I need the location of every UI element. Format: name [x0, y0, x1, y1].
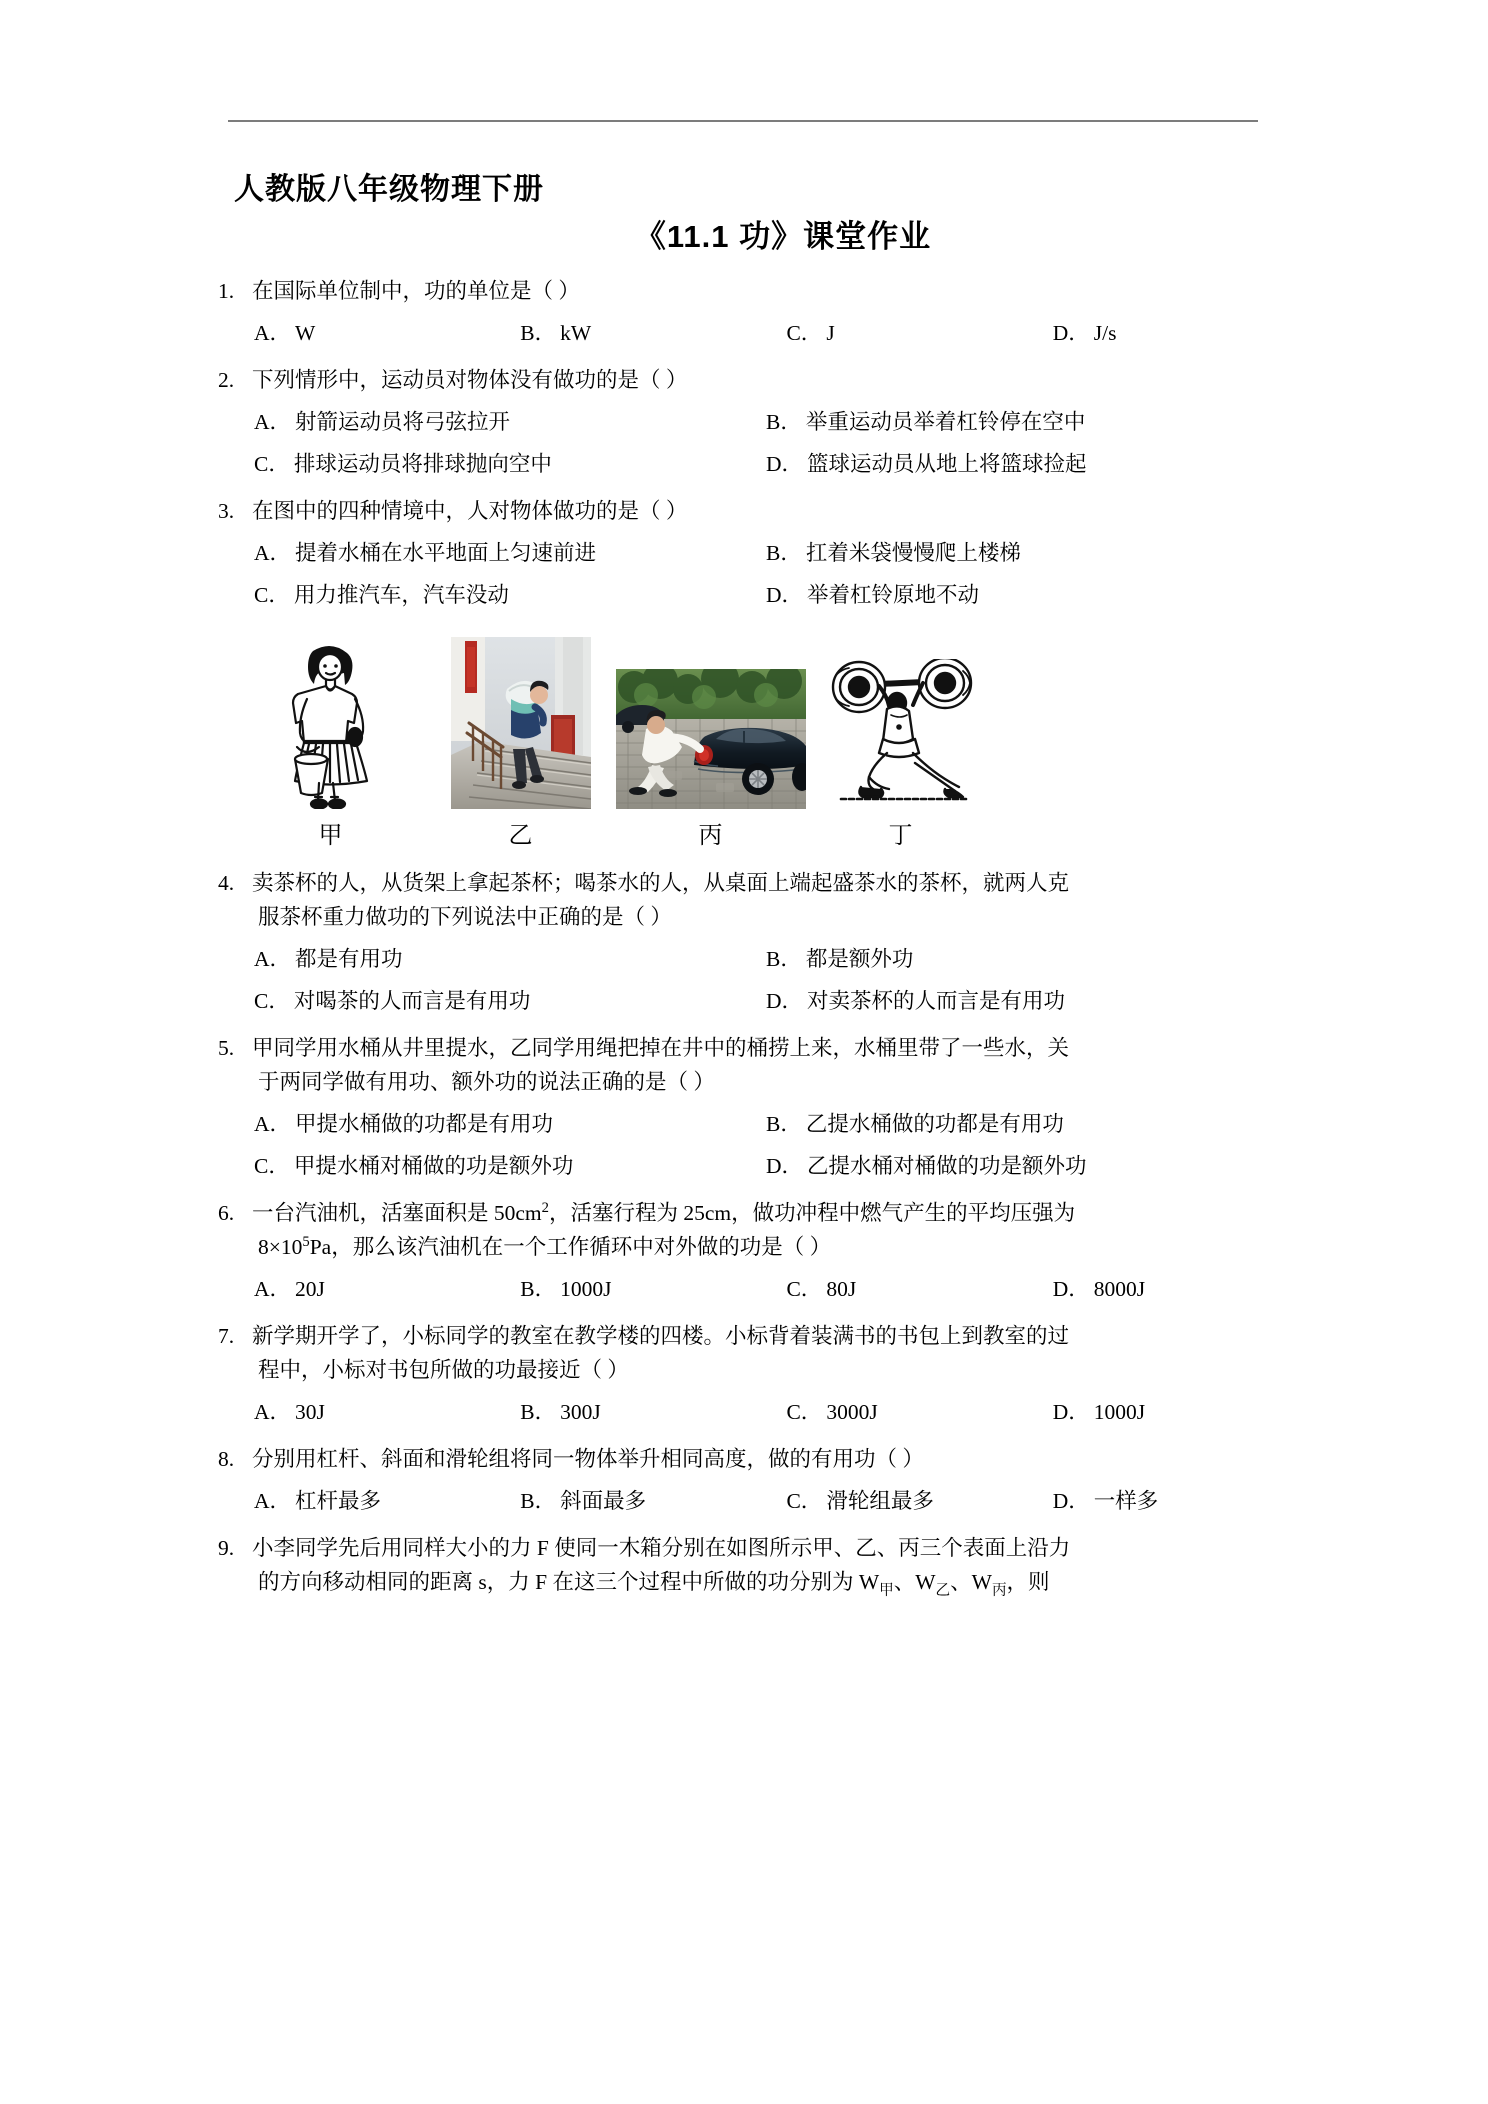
- question-9-line2-c: 、W: [950, 1570, 992, 1594]
- question-7-stem: [218, 1319, 1278, 1387]
- option-5-B[interactable]: B． 乙提水桶做的功都是有用功: [766, 1112, 1064, 1136]
- question-9-line2-d: ，则: [1006, 1570, 1050, 1594]
- option-3-A[interactable]: A． 提着水桶在水平地面上匀速前进: [254, 541, 597, 565]
- option-3-D[interactable]: D． 举着杠铃原地不动: [766, 583, 980, 607]
- question-8-number: 8.: [218, 1447, 235, 1471]
- option-row: [254, 448, 1278, 481]
- question-7-options: [254, 1396, 1278, 1429]
- question-4-options: [254, 943, 1278, 1018]
- question-7: [218, 1319, 1278, 1429]
- question-4-text: [252, 866, 1278, 934]
- option-2-B[interactable]: B． 举重运动员举着杠铃停在空中: [766, 410, 1086, 434]
- question-7-line2: 程中，小标对书包所做的功最接近（ ）: [258, 1358, 629, 1382]
- option-6-D[interactable]: D． 8000J: [1052, 1277, 1146, 1301]
- question-9-stem: [218, 1531, 1278, 1599]
- question-4: [218, 866, 1278, 1018]
- figure-yi-image: [451, 634, 591, 809]
- question-6-text: [252, 1196, 1278, 1264]
- question-6-line1-b: ，活塞行程为 25cm，做功冲程中燃气产生的平均压强为: [548, 1201, 1076, 1225]
- option-3-B[interactable]: B． 扛着米袋慢慢爬上楼梯: [766, 541, 1021, 565]
- question-7-text: [252, 1319, 1278, 1387]
- figure-ding-image: [819, 634, 984, 809]
- question-8-text: 分别用杠杆、斜面和滑轮组将同一物体举升相同高度，做的有用功（ ）: [252, 1447, 924, 1471]
- question-1-number: 1.: [218, 279, 235, 303]
- option-row: [254, 1396, 1278, 1429]
- page-title-sub: 《11.1 功》课堂作业: [634, 219, 932, 254]
- question-2-number: 2.: [218, 368, 235, 392]
- stairs-photo: [451, 637, 591, 809]
- question-1-options: [254, 317, 1278, 350]
- option-row: [254, 1485, 1278, 1518]
- option-8-C[interactable]: C． 滑轮组最多: [786, 1489, 934, 1513]
- question-2: [218, 363, 1278, 481]
- option-row: [254, 579, 1278, 612]
- question-5-options: [254, 1108, 1278, 1183]
- question-8: [218, 1442, 1278, 1518]
- option-8-B[interactable]: B． 斜面最多: [520, 1489, 647, 1513]
- question-9-line2-b: 、W: [893, 1570, 936, 1594]
- option-row: [254, 406, 1278, 439]
- option-7-A[interactable]: A． 30J: [254, 1400, 325, 1424]
- question-7-line1: 新学期开学了，小标同学的教室在教学楼的四楼。小标背着装满书的书包上到教室的过: [252, 1324, 1070, 1348]
- question-6-line2-a: 8×10: [258, 1235, 303, 1259]
- option-row: [254, 943, 1278, 976]
- option-2-A[interactable]: A． 射箭运动员将弓弦拉开: [254, 410, 511, 434]
- question-5-stem: [218, 1031, 1278, 1099]
- question-6: [218, 1196, 1278, 1306]
- question-1: [218, 274, 1278, 350]
- option-1-A[interactable]: A． W: [254, 321, 316, 345]
- question-4-number: 4.: [218, 871, 235, 895]
- question-6-number: 6.: [218, 1201, 235, 1225]
- option-7-C[interactable]: C． 3000J: [786, 1400, 878, 1424]
- question-6-line1-a: 一台汽油机，活塞面积是 50cm: [252, 1201, 542, 1225]
- option-4-C[interactable]: C． 对喝茶的人而言是有用功: [254, 989, 531, 1013]
- figure-bing: [616, 634, 806, 853]
- question-7-number: 7.: [218, 1324, 235, 1348]
- option-4-A[interactable]: A． 都是有用功: [254, 947, 403, 971]
- option-5-A[interactable]: A． 甲提水桶做的功都是有用功: [254, 1112, 554, 1136]
- option-2-C[interactable]: C． 排球运动员将排球抛向空中: [254, 452, 552, 476]
- question-6-sup-area: 2: [541, 1199, 549, 1216]
- question-3-number: 3.: [218, 499, 235, 523]
- page-title-main: 人教版八年级物理下册: [234, 173, 544, 206]
- question-9-sub-bing: 丙: [991, 1582, 1007, 1599]
- option-8-D[interactable]: D． 一样多: [1052, 1489, 1159, 1513]
- question-4-line1: 卖茶杯的人，从货架上拿起茶杯；喝茶水的人，从桌面上端起盛茶水的茶杯，就两人克: [252, 871, 1070, 895]
- question-2-text: 下列情形中，运动员对物体没有做功的是（ ）: [252, 368, 688, 392]
- option-4-B[interactable]: B． 都是额外功: [766, 947, 914, 971]
- question-9-line2-a: 的方向移动相同的距离 s，力 F 在这三个过程中所做的功分别为 W: [258, 1570, 880, 1594]
- figure-yi: [426, 634, 616, 853]
- question-5-line1: 甲同学用水桶从井里提水，乙同学用绳把掉在井中的桶捞上来，水桶里带了一些水，关: [252, 1036, 1070, 1060]
- question-9-line2: [258, 1565, 1278, 1599]
- option-row: [254, 1108, 1278, 1141]
- option-8-A[interactable]: A． 杠杆最多: [254, 1489, 382, 1513]
- question-3-text: 在图中的四种情境中，人对物体做功的是（ ）: [252, 499, 688, 523]
- question-2-options: [254, 406, 1278, 481]
- question-5-text: [252, 1031, 1278, 1099]
- question-9-sub-jia: 甲: [879, 1582, 894, 1599]
- figure-bing-caption: 丙: [698, 822, 724, 849]
- figure-jia-caption: 甲: [318, 822, 344, 849]
- question-3: [218, 494, 1278, 853]
- question-9-text: [252, 1531, 1278, 1599]
- question-6-stem: [218, 1196, 1278, 1264]
- option-6-B[interactable]: B． 1000J: [520, 1277, 612, 1301]
- question-4-line2: 服茶杯重力做功的下列说法中正确的是（ ）: [258, 905, 672, 929]
- figure-ding: [806, 634, 996, 853]
- figure-bing-image: [616, 634, 806, 809]
- option-2-D[interactable]: D． 篮球运动员从地上将篮球捡起: [766, 452, 1087, 476]
- question-6-sup-exp: 5: [302, 1233, 310, 1250]
- question-9-number: 9.: [218, 1536, 235, 1560]
- figure-yi-caption: 乙: [508, 822, 534, 849]
- option-row: [254, 537, 1278, 570]
- question-3-options: [254, 537, 1278, 612]
- question-5-number: 5.: [218, 1036, 235, 1060]
- option-1-B[interactable]: B． kW: [520, 321, 592, 345]
- push-car-photo: [616, 669, 806, 809]
- option-1-C[interactable]: C． J: [786, 321, 835, 345]
- girl-with-bucket-icon: [271, 637, 391, 809]
- question-3-stem: [218, 494, 1278, 528]
- option-6-C[interactable]: C． 80J: [786, 1277, 857, 1301]
- question-9: [218, 1531, 1278, 1599]
- question-5: [218, 1031, 1278, 1183]
- question-2-stem: [218, 363, 1278, 397]
- option-7-B[interactable]: B． 300J: [520, 1400, 601, 1424]
- question-6-line2-b: Pa，那么该汽油机在一个工作循环中对外做的功是（ ）: [309, 1235, 832, 1259]
- option-row: [254, 1273, 1278, 1306]
- question-8-stem: [218, 1442, 1278, 1476]
- option-4-D[interactable]: D． 对卖茶杯的人而言是有用功: [766, 989, 1066, 1013]
- question-1-stem: [218, 274, 1278, 308]
- option-row: [254, 317, 1278, 350]
- question-3-figures: [218, 634, 1278, 853]
- option-5-D[interactable]: D． 乙提水桶对桶做的功是额外功: [766, 1154, 1087, 1178]
- question-4-stem: [218, 866, 1278, 934]
- figure-jia: [236, 634, 426, 853]
- question-8-options: [254, 1485, 1278, 1518]
- option-row: [254, 1150, 1278, 1183]
- question-9-line1: 小李同学先后用同样大小的力 F 使同一木箱分别在如图所示甲、乙、丙三个表面上沿力: [252, 1536, 1071, 1560]
- option-3-C[interactable]: C． 用力推汽车，汽车没动: [254, 583, 509, 607]
- option-6-A[interactable]: A． 20J: [254, 1277, 325, 1301]
- weightlifter-icon: [819, 659, 984, 809]
- header-divider: [228, 120, 1258, 122]
- option-row: [254, 985, 1278, 1018]
- question-1-text: 在国际单位制中，功的单位是（ ）: [252, 279, 580, 303]
- worksheet-content: [218, 168, 1278, 1599]
- option-1-D[interactable]: D． J/s: [1052, 321, 1117, 345]
- figure-jia-image: [271, 634, 391, 809]
- option-5-C[interactable]: C． 甲提水桶对桶做的功是额外功: [254, 1154, 574, 1178]
- question-6-line2: [258, 1230, 1278, 1264]
- question-5-line2: 于两同学做有用功、额外功的说法正确的是（ ）: [258, 1070, 715, 1094]
- question-9-sub-yi: 乙: [935, 1582, 951, 1599]
- option-7-D[interactable]: D． 1000J: [1052, 1400, 1146, 1424]
- figure-ding-caption: 丁: [888, 822, 914, 849]
- question-6-options: [254, 1273, 1278, 1306]
